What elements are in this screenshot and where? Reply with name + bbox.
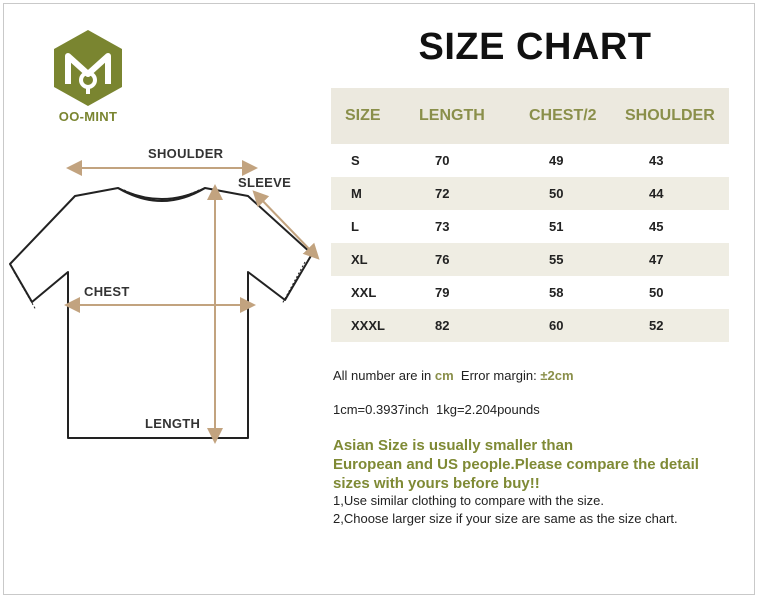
size-cell: XXXL bbox=[351, 318, 385, 333]
shoulder-label: SHOULDER bbox=[148, 146, 224, 161]
length-cell: 73 bbox=[435, 219, 450, 234]
length-label: LENGTH bbox=[145, 416, 201, 431]
size-cell: M bbox=[351, 186, 362, 201]
asian-size-notice bbox=[333, 436, 743, 493]
notice-line-1: Asian Size is usually smaller than bbox=[333, 437, 574, 454]
chest-cell: 60 bbox=[549, 318, 564, 333]
units-note-middle: Error margin: bbox=[453, 368, 541, 383]
length-cell: 82 bbox=[435, 318, 450, 333]
length-cell: 79 bbox=[435, 285, 450, 300]
table-row bbox=[331, 177, 729, 210]
shoulder-cell: 43 bbox=[649, 153, 664, 168]
brand-logo bbox=[48, 28, 128, 108]
chest-cell: 58 bbox=[549, 285, 564, 300]
notice-line-2: European and US people.Please compare the detail bbox=[333, 456, 699, 473]
chest-cell: 51 bbox=[549, 219, 564, 234]
shoulder-cell: 44 bbox=[649, 186, 664, 201]
header-chest: CHEST/2 bbox=[529, 107, 597, 124]
chest-cell: 50 bbox=[549, 186, 564, 201]
tshirt-outline bbox=[10, 188, 312, 438]
table-row bbox=[331, 276, 729, 309]
unit-value: cm bbox=[434, 368, 454, 383]
conversion-note: 1cm=0.3937inch 1kg=2.204pounds bbox=[333, 402, 540, 417]
chest-cell: 55 bbox=[549, 252, 564, 267]
size-table bbox=[331, 88, 729, 342]
header-length: LENGTH bbox=[419, 107, 485, 124]
sleeve-label: SLEEVE bbox=[238, 175, 292, 190]
length-cell: 76 bbox=[435, 252, 450, 267]
shoulder-cell: 45 bbox=[649, 219, 664, 234]
brand-name: OO-MINT bbox=[58, 109, 118, 124]
units-note bbox=[333, 368, 574, 383]
table-row bbox=[331, 144, 729, 177]
shoulder-cell: 47 bbox=[649, 252, 664, 267]
tip-2: 2,Choose larger size if your size are same as the size chart. bbox=[333, 511, 678, 526]
header-shoulder: SHOULDER bbox=[625, 107, 715, 124]
tip-1: 1,Use similar clothing to compare with the size. bbox=[333, 493, 604, 508]
size-cell: XXL bbox=[351, 285, 377, 300]
shoulder-cell: 50 bbox=[649, 285, 664, 300]
chest-label: CHEST bbox=[84, 284, 130, 299]
size-cell: L bbox=[351, 219, 359, 234]
header-size: SIZE bbox=[345, 107, 381, 124]
table-row bbox=[331, 309, 729, 342]
notice-line-3: sizes with yours before buy!! bbox=[333, 475, 540, 492]
shoulder-cell: 52 bbox=[649, 318, 664, 333]
chest-cell: 49 bbox=[549, 153, 564, 168]
table-row bbox=[331, 243, 729, 276]
size-cell: XL bbox=[351, 252, 368, 267]
size-cell: S bbox=[351, 153, 360, 168]
length-cell: 72 bbox=[435, 186, 450, 201]
table-header bbox=[331, 88, 729, 144]
table-row bbox=[331, 210, 729, 243]
length-cell: 70 bbox=[435, 153, 450, 168]
error-margin-value: ±2cm bbox=[540, 368, 574, 383]
units-note-prefix: All number are in bbox=[333, 368, 435, 383]
page-title: SIZE CHART bbox=[418, 26, 652, 68]
